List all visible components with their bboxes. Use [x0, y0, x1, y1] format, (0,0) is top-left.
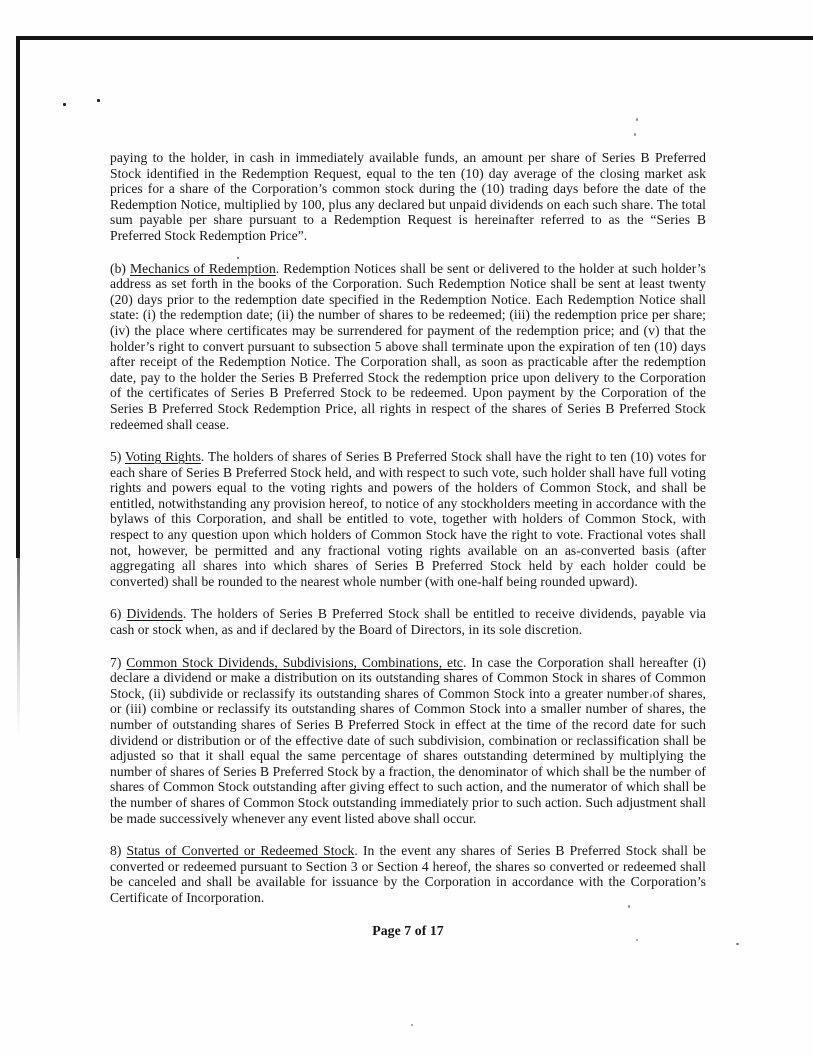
paragraph-common-stock-dividends: [110, 655, 706, 827]
page-border-left: [16, 36, 20, 558]
scan-noise-speck: [650, 694, 652, 698]
paragraph-status-of-converted-stock: [110, 843, 706, 905]
paragraph-text: . The holders of Series B Preferred Stock shall be entitled to receive dividends, payable via cash or stock when, as and if declared by the Board of Directors, in its sole discretion.: [110, 606, 706, 638]
paragraph-prefix: 5): [110, 449, 125, 465]
paragraph-prefix: 8): [110, 843, 127, 859]
paragraph-text: . In case the Corporation shall hereafter (i) declare a dividend or make a distribution on its outstanding shares of Common Stock in shares of Common Stock, (ii) subdivide or reclassify its outstanding shares of Common Stock into a greater number of shares, or (iii) combine or reclassify its outstanding shares of Common Stock into a smaller number of shares, the number of outstanding shares of Series B Preferred Stock in effect at the time of the record date for such dividend or distribution or of the effective date of such subdivision, combination or reclassification shall be adjusted so that it shall equal the same percentage of shares outstanding determined by multiplying the number of shares of Series B Preferred Stock by a fraction, the denominator of which shall be the number of shares of Common Stock outstanding after giving effect to such action, and the numerator of which shall be the number of shares of Common Stock outstanding immediately prior to such action. Such adjustment shall be made successively whenever any event listed above shall occur.: [110, 654, 706, 826]
document-body: [110, 150, 706, 938]
scan-noise-speck: [63, 103, 66, 106]
paragraph-mechanics-of-redemption: [110, 261, 706, 433]
scan-noise-speck: [636, 118, 638, 121]
paragraph-voting-rights: [110, 449, 706, 589]
paragraph-heading: Common Stock Dividends, Subdivisions, Combinations, etc: [126, 654, 463, 670]
paragraph-heading: Mechanics of Redemption: [130, 260, 276, 276]
scan-noise-speck: [97, 99, 100, 102]
paragraph-text: . The holders of shares of Series B Preferred Stock shall have the right to ten (10) votes for each share of Series B Preferred Stock held, and with respect to such vote, such holder shall have full voting rights and powers equal to the voting rights and powers of the holders of Common Stock, and shall be entitled, notwithstanding any provision hereof, to notice of any stockholders meeting in accordance with the bylaws of this Corporation, and shall be entitled to vote, together with holders of Common Stock, with respect to any question upon which holders of Common Stock have the right to vote. Fractional votes shall not, however, be permitted and any fractional voting rights available on an as-converted basis (after aggregating all shares into which shares of Series B Preferred Stock held by each holder could be converted) shall be rounded to the nearest whole number (with one-half being rounded upward).: [110, 449, 706, 589]
paragraph-prefix: (b): [110, 260, 131, 276]
paragraph-dividends: [110, 606, 706, 637]
scan-noise-speck: [736, 943, 739, 945]
paragraph-redemption-price-continuation: [110, 150, 706, 244]
scan-noise-speck: [636, 939, 638, 941]
scan-noise-speck: [628, 905, 630, 908]
page-number: Page 7 of 17: [372, 922, 444, 938]
paragraph-heading: Dividends: [126, 606, 183, 622]
paragraph-text: . Redemption Notices shall be sent or delivered to the holder at such holder’s address as set forth in the books of the Corporation. Such Redemption Notice shall be sent at least twenty (20) days prior to the redemption date specified in the Redemption Notice. Each Redemption Notice shall state: (i) the redemption date; (ii) the number of shares to be redeemed; (iii) the redemption price per share; (iv) the place where certificates may be surrendered for payment of the redemption price; and (v) that the holder’s right to convert pursuant to subsection 5 above shall terminate upon the expiration of ten (10) days after receipt of the Redemption Notice. The Corporation shall, as soon as practicable after the redemption date, pay to the holder the Series B Preferred Stock the redemption price upon delivery to the Corporation of the certificates of Series B Preferred Stock to be redeemed. Upon payment by the Corporation of the Series B Preferred Stock Redemption Price, all rights in respect of the shares of Series B Preferred Stock redeemed shall cease.: [110, 260, 706, 432]
paragraph-heading: Status of Converted or Redeemed Stock: [126, 843, 355, 859]
paragraph-heading: Voting Rights: [125, 449, 201, 465]
scan-noise-speck: [634, 133, 636, 136]
paragraph-text: . In the event any shares of Series B Preferred Stock shall be converted or redeemed pursuant to Section 3 or Section 4 hereof, the shares so converted or redeemed shall be canceled and shall be available for issuance by the Corporation in accordance with the Corporation’s Certificate of Incorporation.: [110, 843, 706, 905]
page-border-left-fade: [17, 556, 20, 736]
page-border-top: [16, 36, 813, 40]
paragraph-text: paying to the holder, in cash in immediately available funds, an amount per share of Series B Preferred Stock identified in the Redemption Request, equal to the ten (10) day average of the closing market ask prices for a share of the Corporation’s common stock during the (10) trading days before the date of the Redemption Notice, multiplied by 100, plus any declared but unpaid dividends on each such share. The total sum payable per share pursuant to a Redemption Request is hereinafter referred to as the “Series B Preferred Stock Redemption Price”.: [110, 150, 706, 243]
paragraph-prefix: 7): [110, 654, 127, 670]
paragraph-prefix: 6): [110, 606, 127, 622]
scan-noise-speck: [237, 257, 239, 259]
scan-noise-speck: [411, 1024, 413, 1026]
